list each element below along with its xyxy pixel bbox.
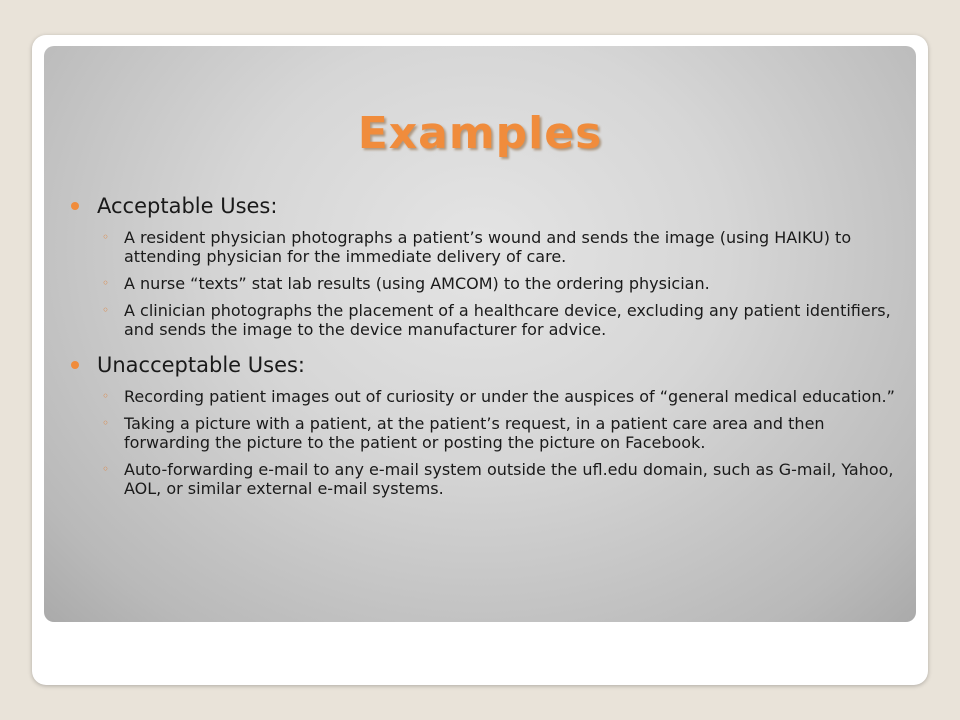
section-heading-text: Unacceptable Uses: [97, 353, 306, 377]
bullet-dot-icon [71, 361, 79, 369]
circle-bullet-icon: ◦ [102, 389, 110, 403]
section-acceptable [70, 194, 900, 339]
list-item-text: Taking a picture with a patient, at the patient’s request, in a patient care area and then forwarding the picture to the patient or posting the picture on Facebook. [124, 414, 825, 452]
circle-bullet-icon: ◦ [102, 303, 110, 317]
list-item-text: A resident physician photographs a patient’s wound and sends the image (using HAIKU) to attending physician for the immediate delivery of care. [124, 228, 852, 266]
slide-title: Examples [357, 108, 603, 159]
circle-bullet-icon: ◦ [102, 462, 110, 476]
section-unacceptable [70, 353, 900, 498]
acceptable-list [102, 228, 900, 339]
unacceptable-list [102, 387, 900, 498]
bullet-dot-icon [71, 202, 79, 210]
slide-content [70, 194, 900, 506]
circle-bullet-icon: ◦ [102, 416, 110, 430]
list-item-text: A nurse “texts” stat lab results (using AMCOM) to the ordering physician. [124, 274, 710, 293]
list-item [102, 414, 900, 452]
list-item-text: Recording patient images out of curiosity or under the auspices of “general medical education.” [124, 387, 895, 406]
section-heading-acceptable [70, 194, 900, 218]
section-heading-unacceptable [70, 353, 900, 377]
list-item [102, 460, 900, 498]
section-heading-text: Acceptable Uses: [97, 194, 278, 218]
circle-bullet-icon: ◦ [102, 230, 110, 244]
list-item-text: Auto-forwarding e-mail to any e-mail system outside the ufl.edu domain, such as G-mail, Yahoo, AOL, or similar external e-mail systems. [124, 460, 894, 498]
list-item [102, 228, 900, 266]
list-item [102, 301, 900, 339]
circle-bullet-icon: ◦ [102, 276, 110, 290]
list-item [102, 387, 900, 406]
list-item-text: A clinician photographs the placement of a healthcare device, excluding any patient identifiers, and sends the image to the device manufacturer for advice. [124, 301, 891, 339]
list-item [102, 274, 900, 293]
